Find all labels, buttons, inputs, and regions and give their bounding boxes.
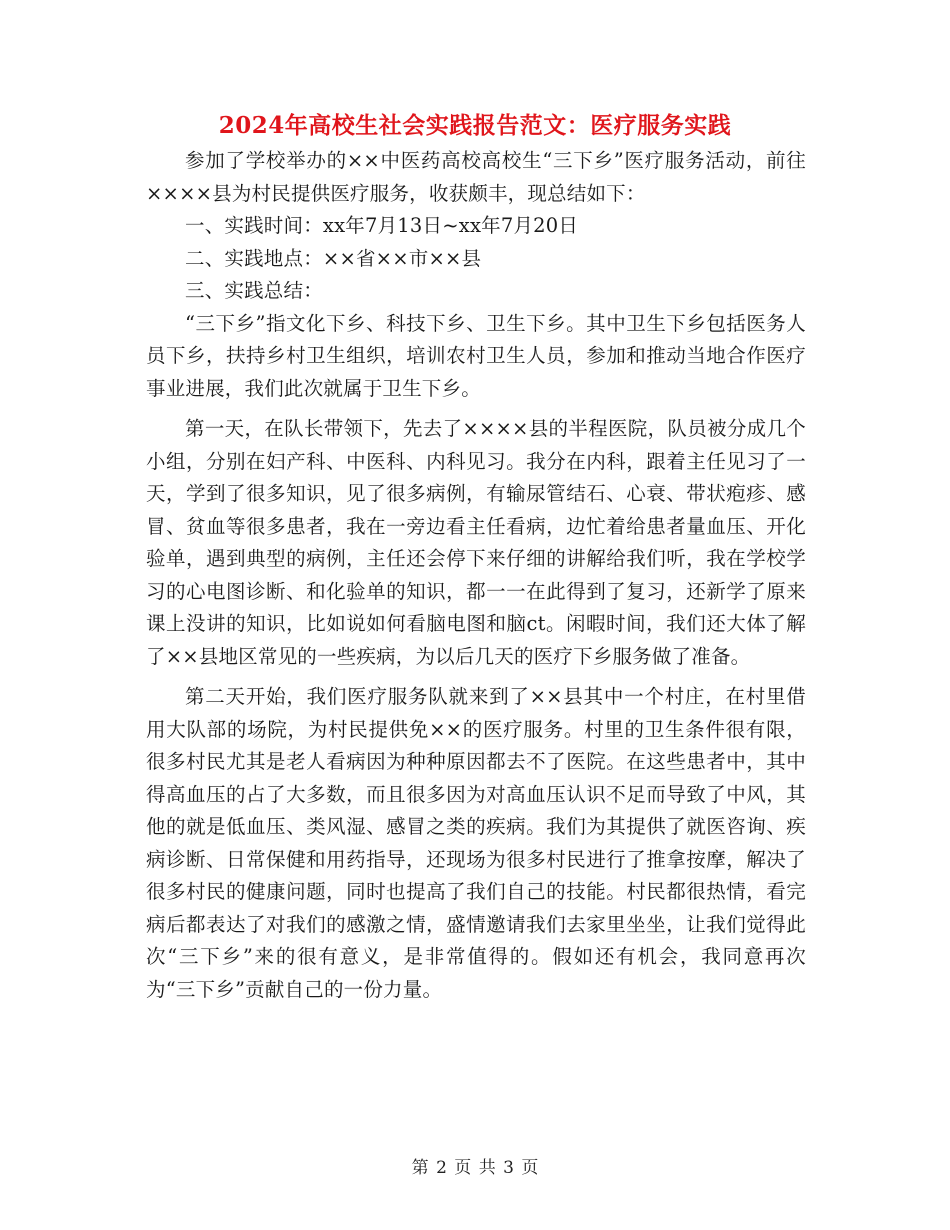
page-number-footer: 第 2 页 共 3 页 — [411, 1158, 539, 1178]
paragraph-practice-time: 一、实践时间：xx年7月13日~xx年7月20日 — [185, 214, 579, 237]
document-title: 2024年高校生社会实践报告范文：医疗服务实践 — [218, 112, 732, 139]
document-body — [146, 145, 806, 1006]
paragraph-day-one: 第一天，在队长带领下，先去了××××县的半程医院，队员被分成几个小组，分别在妇产科、中医科、内科见习。我分在内科，跟着主任见习了一天，学到了很多知识，见了很多病例，有输尿管结石、心衰、带状疱疹、感冒、贫血等很多患者，我在一旁边看主任看病，边忙着给患者量血压、开化验单，遇到典型的病例，主任还会停下来仔细的讲解给我们听，我在学校学习的心电图诊断、和化验单的知识，都一一在此得到了复习，还新学了原来课上没讲的知识，比如说如何看脑电图和脑ct。闲暇时间，我们还大体了解了××县地区常见的一些疾病，为以后几天的医疗下乡服务做了准备。 — [146, 417, 806, 668]
paragraph-intro: 参加了学校举办的××中医药高校高校生“三下乡”医疗服务活动，前往××××县为村民提供医疗服务，收获颇丰，现总结如下： — [146, 149, 806, 205]
paragraph-three-rural: “三下乡”指文化下乡、科技下乡、卫生下乡。其中卫生下乡包括医务人员下乡，扶持乡村卫生组织，培训农村卫生人员，参加和推动当地合作医疗事业进展，我们此次就属于卫生下乡。 — [146, 311, 806, 400]
paragraph-summary-heading: 三、实践总结： — [185, 279, 323, 302]
paragraph-day-two: 第二天开始，我们医疗服务队就来到了××县其中一个村庄，在村里借用大队部的场院，为村民提供免××的医疗服务。村里的卫生条件很有限，很多村民尤其是老人看病因为种种原因都去不了医院。在这些患者中，其中得高血压的占了大多数，而且很多因为对高血压认识不足而导致了中风，其他的就是低血压、类风湿、感冒之类的疾病。我们为其提供了就医咨询、疾病诊断、日常保健和用药指导，还现场为很多村民进行了推拿按摩，解决了很多村民的健康问题，同时也提高了我们自己的技能。村民都很热情，看完病后都表达了对我们的感激之情，盛情邀请我们去家里坐坐，让我们觉得此次“三下乡”来的很有意义，是非常值得的。假如还有机会，我同意再次为“三下乡”贡献自己的一份力量。 — [146, 685, 806, 1001]
paragraph-practice-location: 二、实践地点：××省××市××县 — [185, 246, 482, 270]
